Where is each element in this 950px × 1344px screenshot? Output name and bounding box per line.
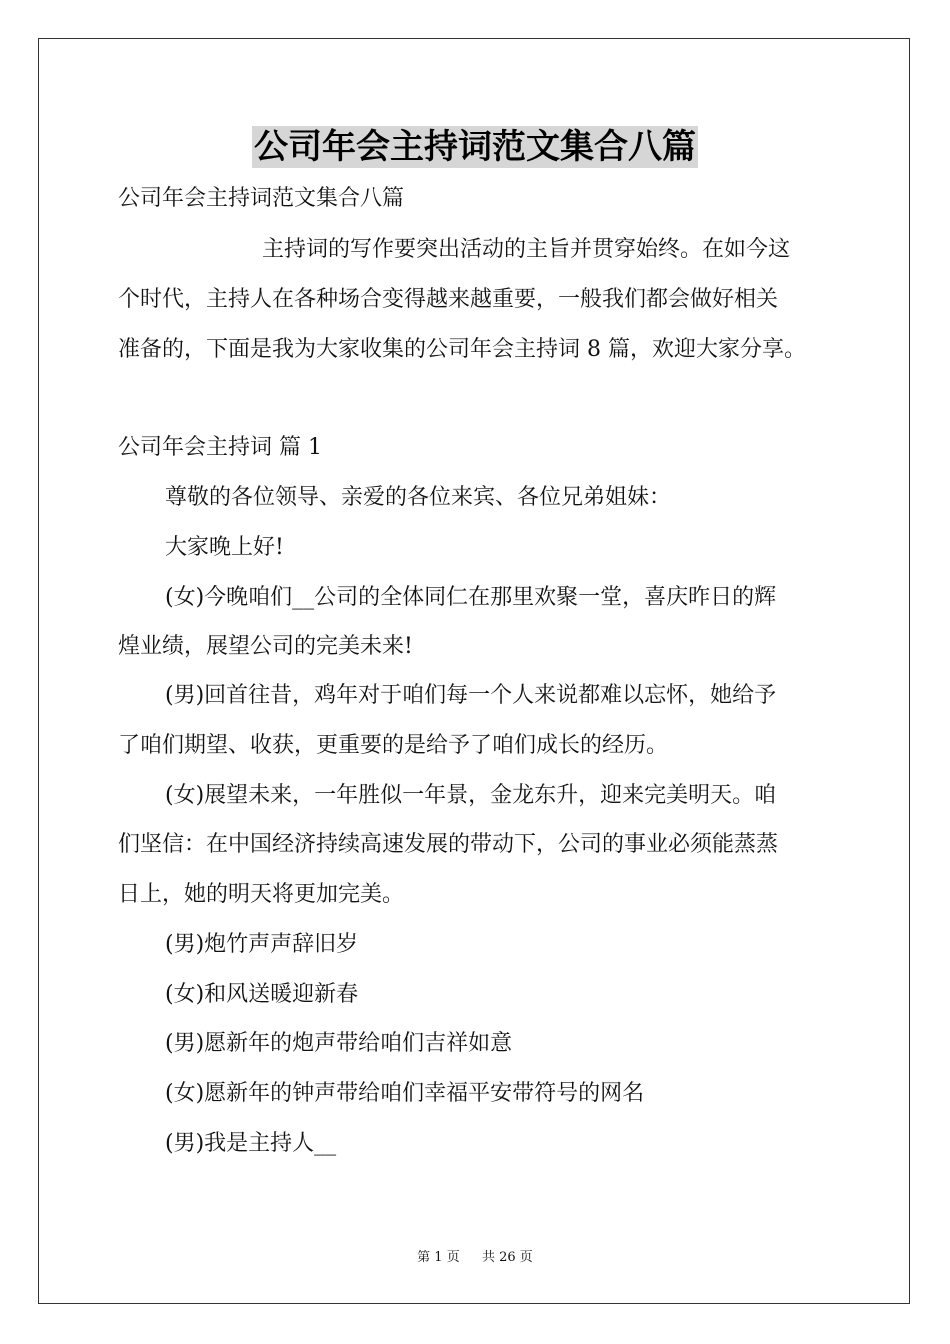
page-footer xyxy=(0,1249,950,1267)
page-border xyxy=(38,38,910,1304)
intro-line: 准备的，下面是我为大家收集的公司年会主持词 8 篇，欢迎大家分享。 xyxy=(118,337,806,362)
document-subtitle: 公司年会主持词范文集合八篇 xyxy=(118,186,405,211)
intro-line: 个时代，主持人在各种场合变得越来越重要，一般我们都会做好相关 xyxy=(118,287,779,312)
body-line: (女)愿新年的钟声带给咱们幸福平安带符号的网名 xyxy=(165,1081,645,1106)
body-line: 煌业绩，展望公司的完美未来! xyxy=(118,634,413,659)
body-line: 大家晚上好! xyxy=(165,535,284,560)
intro-line: 主持词的写作要突出活动的主旨并贯穿始终。在如今这 xyxy=(262,237,791,262)
page-number: 第 1 页 xyxy=(417,1250,460,1265)
body-line: (女)和风送暖迎新春 xyxy=(165,982,359,1007)
body-line: 日上，她的明天将更加完美。 xyxy=(118,882,405,907)
body-line: (女)展望未来，一年胜似一年景，金龙东升，迎来完美明天。咱 xyxy=(165,783,777,808)
body-line: 们坚信：在中国经济持续高速发展的带动下，公司的事业必须能蒸蒸 xyxy=(118,832,779,857)
document-title: 公司年会主持词范文集合八篇 xyxy=(254,127,696,167)
section-heading: 公司年会主持词 篇 1 xyxy=(118,435,322,460)
title-container xyxy=(0,126,950,168)
page-total: 共 26 页 xyxy=(482,1250,533,1265)
body-line: 了咱们期望、收获，更重要的是给予了咱们成长的经历。 xyxy=(118,733,669,758)
body-line: 尊敬的各位领导、亲爱的各位来宾、各位兄弟姐妹： xyxy=(165,485,672,510)
body-line: (女)今晚咱们__公司的全体同仁在那里欢聚一堂，喜庆昨日的辉 xyxy=(165,585,777,610)
body-line: (男)回首往昔，鸡年对于咱们每一个人来说都难以忘怀，她给予 xyxy=(165,683,777,708)
body-line: (男)愿新年的炮声带给咱们吉祥如意 xyxy=(165,1031,513,1056)
body-line: (男)炮竹声声辞旧岁 xyxy=(165,932,359,957)
body-line: (男)我是主持人__ xyxy=(165,1131,337,1156)
